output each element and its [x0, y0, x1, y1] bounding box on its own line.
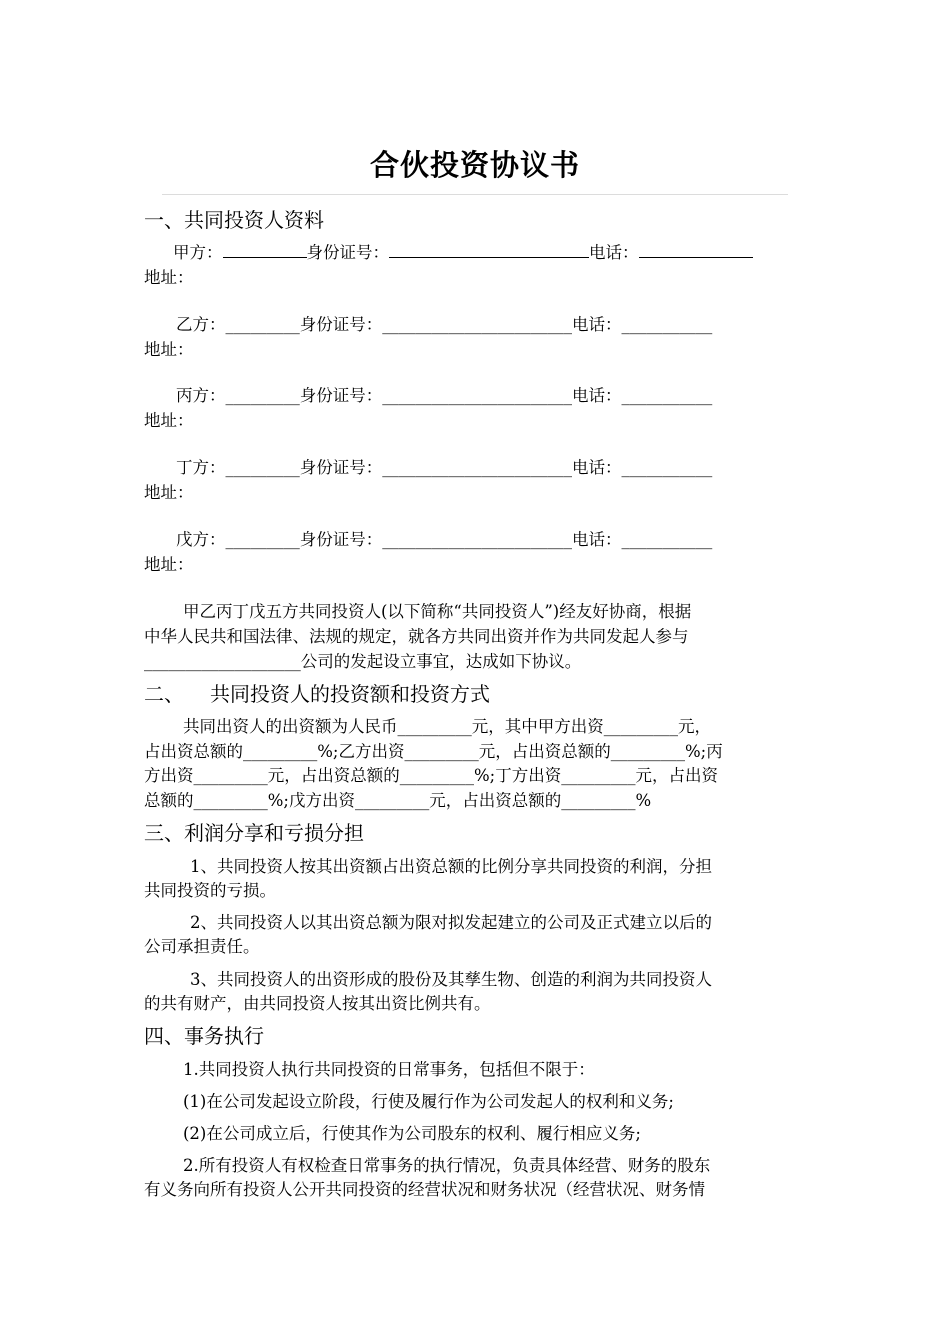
profit-clause-1-cont: 共同投资的亏损。 — [144, 881, 276, 900]
profit-clause-3-cont: 的共有财产，由共同投资人按其出资比例共有。 — [144, 994, 491, 1013]
party-jia-tel-field — [639, 241, 753, 258]
profit-clause-3: 3、共同投资人的出资形成的股份及其孳生物、创造的利润为共同投资人 — [190, 970, 712, 989]
party-jia-id-field — [389, 241, 589, 258]
affairs-clause-1-item-2: (2)在公司成立后，行使其作为公司股东的权利、履行相应义务; — [183, 1124, 641, 1143]
party-yi-address: 地址： — [144, 340, 194, 359]
party-jia-line — [173, 239, 753, 263]
intro-paragraph-line: 甲乙丙丁戊五方共同投资人(以下简称“共同投资人”)经友好协商，根据 — [183, 602, 692, 621]
party-bing-address: 地址： — [144, 411, 194, 430]
section-heading-2 — [144, 678, 490, 707]
party-jia-name-field — [223, 241, 307, 258]
affairs-clause-1-item-1: (1)在公司发起设立阶段，行使及履行作为公司发起人的权利和义务; — [183, 1092, 674, 1111]
party-jia-id-label: 身份证号： — [306, 243, 389, 262]
section-heading-3: 三、利润分享和亏损分担 — [144, 821, 364, 845]
document-title: 合伙投资协议书 — [369, 148, 580, 182]
section-2-number: 二、 — [144, 682, 184, 706]
profit-clause-1: 1、共同投资人按其出资额占出资总额的比例分享共同投资的利润，分担 — [190, 857, 712, 876]
party-wu-address: 地址： — [144, 555, 194, 574]
title-divider — [162, 194, 788, 195]
section-heading-4: 四、事务执行 — [144, 1024, 264, 1048]
section-heading-1: 一、共同投资人资料 — [144, 208, 324, 232]
investment-paragraph-line: 方出资_________元，占出资总额的_________%;丁方出资_________元，占出资 — [144, 766, 718, 785]
party-wu-line: 戊方：_________身份证号：_______________________电话：___________ — [176, 530, 713, 549]
party-bing-line: 丙方：_________身份证号：_______________________电话：___________ — [176, 386, 713, 405]
investment-paragraph-line: 占出资总额的_________%;乙方出资_________元，占出资总额的_________%;丙 — [144, 742, 723, 761]
party-jia-address: 地址： — [144, 268, 194, 287]
party-jia-label: 甲方： — [173, 243, 223, 262]
affairs-clause-1: 1.共同投资人执行共同投资的日常事务，包括但不限于： — [183, 1060, 595, 1079]
party-yi-line: 乙方：_________身份证号：_______________________电话：___________ — [176, 315, 713, 334]
profit-clause-2-cont: 公司承担责任。 — [144, 937, 260, 956]
party-ding-line: 丁方：_________身份证号：_______________________电话：___________ — [176, 458, 713, 477]
party-ding-address: 地址： — [144, 483, 194, 502]
profit-clause-2: 2、共同投资人以其出资总额为限对拟发起建立的公司及正式建立以后的 — [190, 913, 712, 932]
intro-paragraph-line: ___________________公司的发起设立事宜，达成如下协议。 — [144, 652, 582, 671]
investment-paragraph-line: 总额的_________%;戊方出资_________元，占出资总额的_________% — [144, 791, 652, 810]
section-2-title: 共同投资人的投资额和投资方式 — [210, 682, 490, 706]
party-jia-tel-label: 电话： — [589, 243, 639, 262]
affairs-clause-2: 2.所有投资人有权检查日常事务的执行情况，负责具体经营、财务的股东 — [183, 1156, 711, 1175]
investment-paragraph-line: 共同出资人的出资额为人民币_________元，其中甲方出资_________元， — [183, 717, 711, 736]
intro-paragraph-line: 中华人民共和国法律、法规的规定，就各方共同出资并作为共同发起人参与 — [144, 627, 689, 646]
affairs-clause-2-cont: 有义务向所有投资人公开共同投资的经营状况和财务状况（经营状况、财务情 — [144, 1180, 705, 1199]
